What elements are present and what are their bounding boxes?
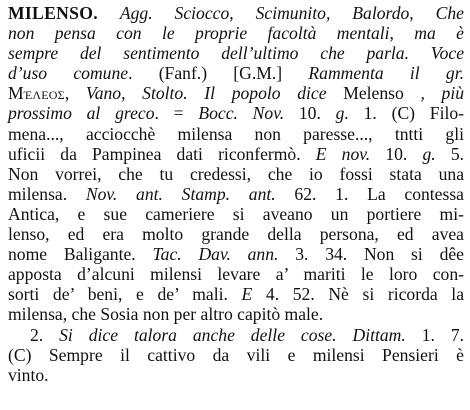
entry-line: [8, 304, 464, 324]
roman-text: Non vorrei, che tu credessi, che io fossi stata una: [8, 163, 464, 184]
roman-text: lenso, ed era molto grande della persona, ed avea: [8, 224, 464, 245]
roman-text: ,: [64, 83, 86, 104]
italic-text: E nov.: [315, 143, 371, 164]
entry-line: [8, 103, 464, 123]
entry-line: [8, 284, 464, 304]
italic-text: g.: [422, 143, 436, 164]
italic-text: Tac. Dav. ann.: [152, 244, 279, 265]
roman-text: uficii da Pampinea dati riconfermò.: [8, 143, 316, 164]
roman-text: sorti de’ beni, e de’ mali.: [8, 284, 242, 305]
entry-line: [8, 345, 464, 365]
roman-text: nome Baligante.: [8, 244, 153, 265]
roman-text: 4. 52. Nè si ricorda la: [252, 284, 464, 305]
entry-line: [8, 63, 464, 83]
roman-text: mena..., acciocchè milensa non paresse..., tntti gli: [8, 123, 464, 144]
entry-line: [8, 43, 464, 63]
entry-line: [8, 204, 464, 224]
entry-line: [8, 164, 464, 184]
entry-line: [8, 264, 464, 284]
entry-line: [8, 83, 464, 103]
entry-line: [8, 365, 464, 385]
roman-text: milensa, che Sosia non per altro capitò male.: [8, 304, 324, 325]
roman-text: 1. 7.: [405, 324, 465, 345]
entry-line: [8, 224, 464, 244]
roman-text: (C) Sempre il cattivo da vili e milensi Pensieri è: [8, 344, 464, 365]
italic-text: , più: [420, 83, 465, 104]
italic-text: sempre del sentimento dell’ultimo che parla. Voce: [8, 43, 464, 64]
italic-text: Nov. ant. Stamp. ant.: [85, 183, 276, 204]
roman-text: vinto.: [8, 364, 49, 385]
italic-text: E: [241, 284, 253, 305]
entry-line: [8, 244, 464, 264]
italic-text: g.: [335, 103, 349, 124]
roman-text: milensa.: [8, 183, 86, 204]
greek-word: Μέλεος: [8, 83, 65, 104]
roman-text: 5.: [435, 143, 465, 164]
entry-line: [8, 325, 464, 345]
roman-text: 3. 34. Non si dêe: [278, 244, 464, 265]
entry-line: [8, 144, 464, 164]
roman-text: [98, 3, 120, 23]
roman-text: Melenso: [326, 83, 421, 104]
roman-text: . (Fanf.) [G.M.]: [128, 63, 309, 84]
roman-text: 10.: [284, 103, 336, 124]
entry-line: [8, 184, 464, 204]
roman-text: 62. 1. La contessa: [275, 183, 464, 204]
italic-text: prossimo al greco: [8, 103, 155, 124]
italic-text: non pensa con le proprie facoltà mentali, ma è: [8, 23, 464, 44]
roman-text: 1. (C) Filo-: [348, 103, 465, 124]
italic-text: d’uso comune: [8, 63, 129, 84]
italic-text: Agg. Sciocco, Scimunito, Balordo, Che: [119, 3, 464, 23]
entry-line: [8, 3, 464, 23]
roman-text: 10.: [370, 143, 423, 164]
dictionary-entry: [8, 3, 464, 385]
italic-text: Rammenta il gr.: [308, 63, 464, 84]
italic-text: Vano, Stolto. Il popolo dice: [85, 83, 327, 104]
roman-text: Antica, e sue cameriere si aveano un portiere mi-: [8, 203, 464, 224]
italic-text: Si dice talora anche delle cose. Dittam.: [59, 324, 406, 345]
headword: MILENSO.: [8, 3, 98, 23]
roman-text: apposta d’alcuni milensi levare a’ mariti le loro con-: [8, 264, 464, 285]
roman-text: . =: [154, 103, 199, 124]
italic-text: Bocc. Nov.: [198, 103, 285, 124]
roman-text: 2.: [30, 324, 60, 345]
entry-line: [8, 23, 464, 43]
entry-line: [8, 124, 464, 144]
